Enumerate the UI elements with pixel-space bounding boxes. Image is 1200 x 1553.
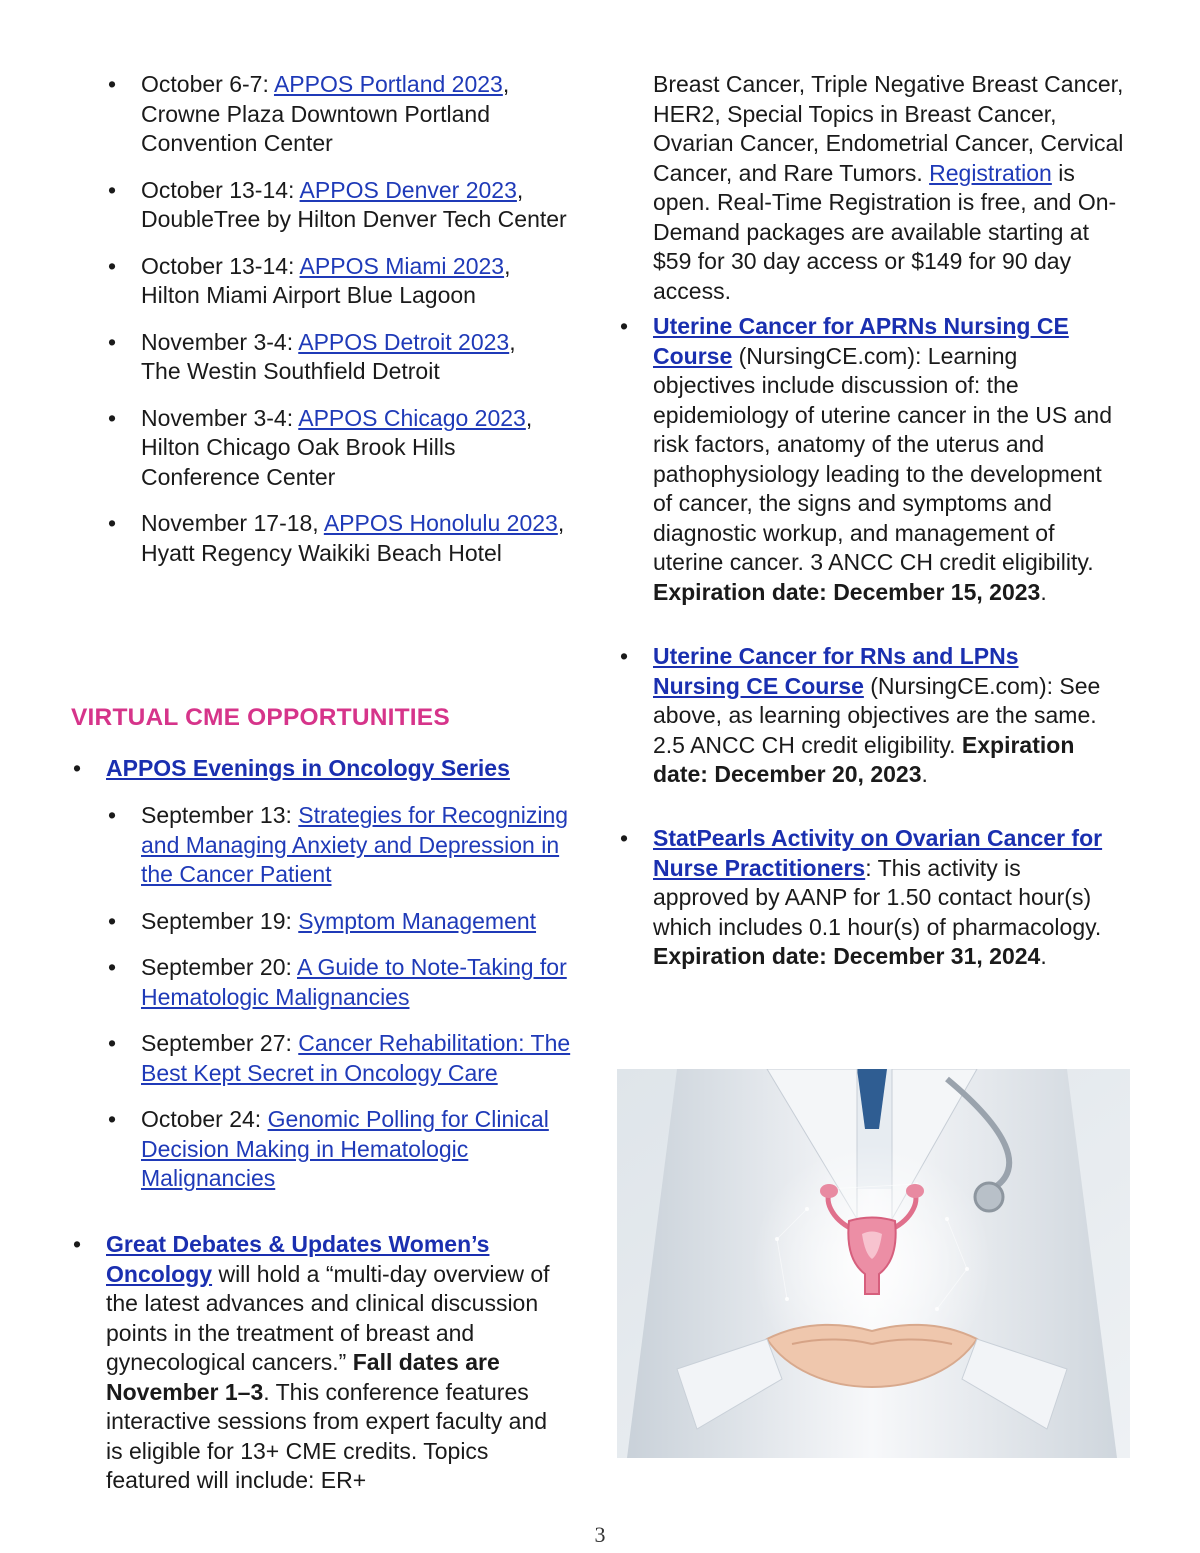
course-item: • Uterine Cancer for RNs and LPNs Nursing CE Course (NursingCE.com): See above, as learning objectives are the same. 2.5 ANCC CH credit eligibility. Expiration date: December 20, 2023. xyxy=(620,643,1101,787)
doctor-uterus-image xyxy=(617,1069,1130,1458)
event-date: October 13-14: xyxy=(141,176,300,203)
session-date: October 24: xyxy=(141,1106,268,1132)
bullet-icon: • xyxy=(73,1231,82,1257)
event-venue: Hyatt Regency Waikiki Beach Hotel xyxy=(141,539,502,566)
event-date: October 13-14: xyxy=(141,252,300,279)
section-heading-virtual-cme: VIRTUAL CME OPPORTUNITIES xyxy=(71,704,450,731)
event-date: November 17-18, xyxy=(141,510,324,536)
bullet-icon: • xyxy=(73,755,82,781)
event-item: • November 3-4: APPOS Detroit 2023, The Westin Southfield Detroit xyxy=(108,328,516,384)
course-link-aprn[interactable]: Uterine Cancer for APRNs Nursing CE Course xyxy=(653,313,1069,369)
session-link[interactable]: A Guide to Note-Taking for Hematologic Malignancies xyxy=(141,954,567,1010)
session-item xyxy=(108,1029,571,1088)
event-venue: DoubleTree by Hilton Denver Tech Center xyxy=(141,206,567,232)
session-item xyxy=(108,1105,571,1194)
continued-paragraph: Breast Cancer, Triple Negative Breast Cancer, HER2, Special Topics in Breast Cancer, Ovarian Cancer, Endometrial Cancer, Cervical Cancer, and Rare Tumors. Registration is open. Real-Time Registration is free, and On-Demand packages are available starting at $59 for 30 day access or $149 for 90 day access. xyxy=(653,71,1124,304)
event-item: • November 17-18, APPOS Honolulu 2023, Hyatt Regency Waikiki Beach Hotel xyxy=(108,510,565,566)
session-item xyxy=(108,801,571,890)
event-venue: Crowne Plaza Downtown Portland Convention Center xyxy=(141,100,491,156)
expiration-date: Expiration date: December 31, 2024 xyxy=(653,943,1041,969)
bullet-icon: • xyxy=(108,328,117,355)
bullet-icon: • xyxy=(108,954,117,980)
session-item xyxy=(108,953,571,1012)
event-date: November 3-4: xyxy=(141,404,299,431)
bullet-icon: • xyxy=(620,313,629,339)
great-debates-link[interactable]: Great Debates & Updates Women’s Oncology xyxy=(106,1231,490,1287)
bullet-icon: • xyxy=(108,71,117,97)
series-item xyxy=(73,754,586,784)
session-date: September 27: xyxy=(141,1030,299,1056)
session-list xyxy=(108,801,571,1211)
event-link-honolulu[interactable]: APPOS Honolulu 2023 xyxy=(323,510,558,536)
event-link-portland[interactable]: APPOS Portland 2023 xyxy=(273,71,503,97)
session-date: September 19: xyxy=(141,907,299,934)
doctor-holding-uterus-illustration xyxy=(617,1069,1130,1458)
event-venue: Hilton Miami Airport Blue Lagoon xyxy=(141,282,476,308)
session-link[interactable]: Symptom Management xyxy=(298,907,537,934)
page-number: 3 xyxy=(594,1522,606,1547)
bullet-icon: • xyxy=(108,252,117,279)
session-item xyxy=(108,907,571,937)
bullet-icon: • xyxy=(108,176,117,203)
registration-link[interactable]: Registration xyxy=(929,159,1052,186)
in-person-events-list xyxy=(108,70,591,585)
event-link-detroit[interactable]: APPOS Detroit 2023 xyxy=(298,328,510,355)
event-item: • November 3-4: APPOS Chicago 2023, Hilton Chicago Oak Brook Hills Conference Center xyxy=(141,404,591,493)
bullet-icon: • xyxy=(108,1030,117,1056)
expiration-date: Expiration date: December 15, 2023 xyxy=(653,578,1041,605)
fall-dates: Fall dates are November 1–3 xyxy=(106,1349,500,1405)
event-venue: Hilton Chicago Oak Brook Hills Conference Center xyxy=(141,434,456,490)
session-date: September 20: xyxy=(141,954,297,980)
event-date: October 6-7: xyxy=(141,71,274,97)
bullet-icon: • xyxy=(108,907,117,934)
bullet-icon: • xyxy=(108,802,117,828)
event-date: November 3-4: xyxy=(141,328,299,355)
event-link-denver[interactable]: APPOS Denver 2023 xyxy=(299,176,517,203)
bullet-icon: • xyxy=(620,825,629,851)
course-link-rn-lpn[interactable]: Uterine Cancer for RNs and LPNs Nursing CE Course xyxy=(653,643,1019,699)
bullet-icon: • xyxy=(108,1106,117,1132)
event-item: • October 13-14: APPOS Miami 2023, Hilton Miami Airport Blue Lagoon xyxy=(108,252,511,308)
session-link[interactable]: Cancer Rehabilitation: The Best Kept Secret in Oncology Care xyxy=(141,1030,571,1086)
course-item: • Uterine Cancer for APRNs Nursing CE Course (NursingCE.com): Learning objectives include discussion of: the epidemiology of uterine cancer in the US and risk factors, anatomy of the uterus and pathophysiology leading to the development of cancer, the signs and symptoms and diagnostic workup, and management of uterine cancer. 3 ANCC CH credit eligibility. Expiration date: December 15, 2023. xyxy=(620,313,1113,605)
course-item: • StatPearls Activity on Ovarian Cancer for Nurse Practitioners: This activity is approved by AANP for 1.50 contact hour(s) which includes 0.1 hour(s) of pharmacology. Expiration date: December 31, 2024. xyxy=(620,825,1103,969)
bullet-icon: • xyxy=(108,404,117,431)
session-link[interactable]: Genomic Polling for Clinical Decision Making in Hematologic Malignancies xyxy=(141,1106,549,1191)
event-link-chicago[interactable]: APPOS Chicago 2023 xyxy=(298,404,526,431)
expiration-date: Expiration date: December 20, 2023 xyxy=(653,731,1075,787)
event-item: • October 6-7: APPOS Portland 2023, Crowne Plaza Downtown Portland Convention Center xyxy=(141,70,591,159)
bullet-icon: • xyxy=(620,643,629,669)
bullet-icon: • xyxy=(108,510,117,536)
event-venue: The Westin Southfield Detroit xyxy=(141,358,440,384)
event-link-miami[interactable]: APPOS Miami 2023 xyxy=(299,252,505,279)
event-item: • October 13-14: APPOS Denver 2023, DoubleTree by Hilton Denver Tech Center xyxy=(108,176,567,232)
session-link[interactable]: Strategies for Recognizing and Managing Anxiety and Depression in the Cancer Patient xyxy=(141,802,569,887)
course-link-statpearls[interactable]: StatPearls Activity on Ovarian Cancer for Nurse Practitioners xyxy=(653,825,1103,881)
session-date: September 13: xyxy=(141,802,299,828)
series-link-evenings-in-oncology[interactable]: APPOS Evenings in Oncology Series xyxy=(106,755,510,781)
great-debates-item: • Great Debates & Updates Women’s Oncology will hold a “multi-day overview of the latest advances and clinical discussion points in the treatment of breast and gynecological cancers.” Fall dates are November 1–3. This conference features interactive sessions from expert faculty and is eligible for 13+ CME credits. Topics featured will include: ER+ xyxy=(73,1231,550,1493)
